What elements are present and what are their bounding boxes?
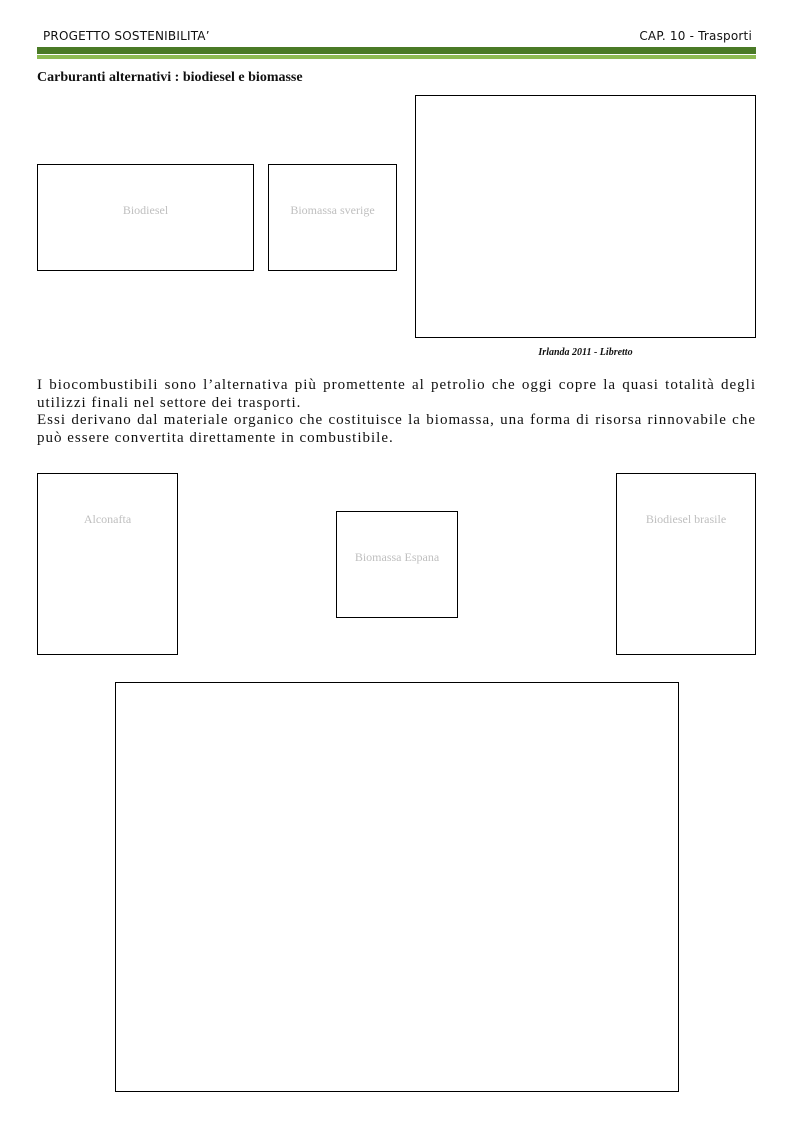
body-text: [37, 377, 756, 447]
image-label-alconafta: Alconafta: [83, 512, 132, 526]
image-biomassa-espana: [336, 511, 458, 618]
paragraph: Essi derivano dal materiale organico che costituisce la biomassa, una forma di risorsa rinnovabile che può essere convertita direttamente in combustibile.: [37, 412, 756, 446]
image-biodiesel-brasile: [616, 473, 756, 655]
paragraph: I biocombustibili sono l’alternativa più promettente al petrolio che oggi copre la quasi totalità degli utilizzi finali nel settore dei trasporti.: [37, 377, 756, 411]
image-label-biomassa-sverige: Biomassa sverige: [290, 203, 375, 217]
header-bar-light: [37, 55, 756, 59]
image-caption: Irlanda 2011 - Libretto: [538, 347, 633, 358]
page-title: Carburanti alternativi : biodiesel e biomasse: [37, 70, 303, 85]
image-biomassa-sverige: [268, 164, 397, 271]
image-irlanda-libretto: [415, 95, 756, 338]
image-biodiesel: [37, 164, 254, 271]
image-large-bottom: [115, 682, 679, 1092]
header-chapter: CAP. 10 - Trasporti: [639, 29, 752, 43]
image-label-biodiesel-brasile: Biodiesel brasile: [645, 512, 727, 526]
image-alconafta: [37, 473, 178, 655]
image-label-biomassa-espana: Biomassa Espana: [354, 550, 440, 564]
header-project-title: PROGETTO SOSTENIBILITA’: [43, 29, 210, 43]
image-label-biodiesel: Biodiesel: [122, 203, 169, 217]
header-bar-dark: [37, 47, 756, 54]
